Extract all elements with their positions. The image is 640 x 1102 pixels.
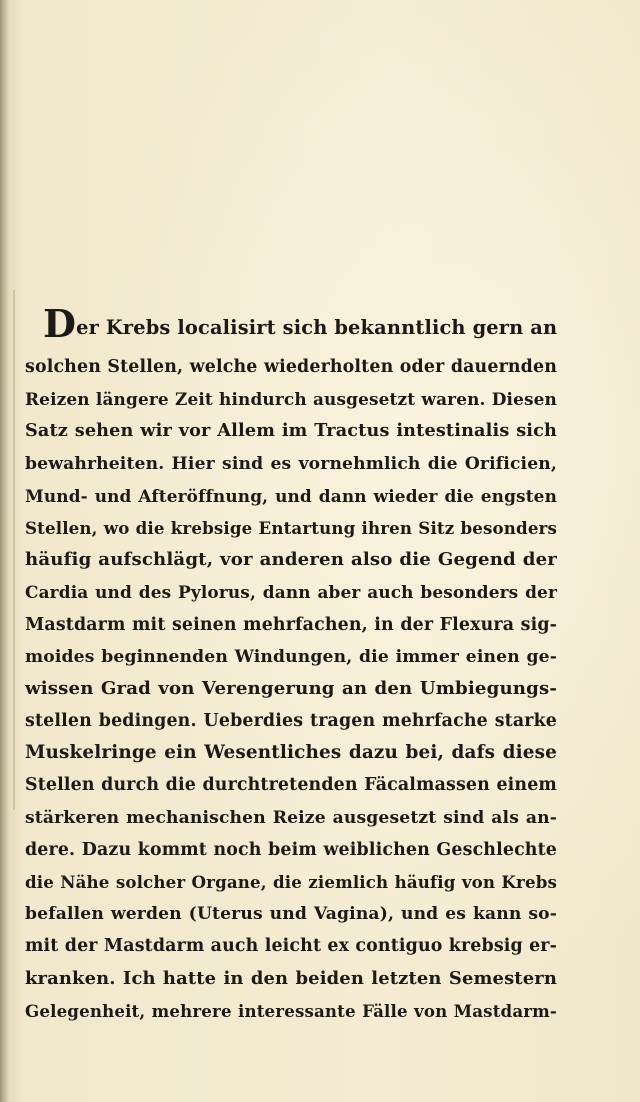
text-line: häufig aufschlägt, vor anderen also die Gegend der	[25, 549, 557, 571]
text-line: Gelegenheit, mehrere interessante Fälle von Mastdarm-	[25, 1000, 557, 1021]
text-line: moides beginnenden Windungen, die immer einen ge-	[25, 646, 557, 667]
text-line: kranken. Ich hatte in den beiden letzten Semestern	[25, 967, 557, 989]
text-line: Stellen durch die durchtretenden Fäcalmassen einem	[25, 775, 557, 796]
text-line: Stellen, wo die krebsige Entartung ihren Sitz besonders	[25, 517, 557, 538]
gutter-shadow-line	[13, 290, 15, 810]
text-line: Cardia und des Pylorus, dann aber auch besonders der	[25, 582, 557, 603]
first-line-text: er Krebs localisirt sich bekanntlich gern an	[76, 316, 558, 339]
body-text	[25, 301, 558, 1027]
text-line: dere. Dazu kommt noch beim weiblichen Geschlechte	[25, 839, 557, 860]
text-line: wissen Grad von Verengerung an den Umbiegungs-	[25, 677, 557, 699]
drop-cap: D	[43, 301, 77, 346]
text-line: Mastdarm mit seinen mehrfachen, in der Flexura sig-	[25, 614, 557, 635]
text-line: Reizen längere Zeit hindurch ausgesetzt waren. Diesen	[25, 389, 557, 410]
text-line: Mund- und Afteröffnung, und dann wieder die engsten	[25, 485, 557, 506]
book-gutter-edge	[0, 0, 8, 1102]
text-line: Satz sehen wir vor Allem im Tractus intestinalis sich	[25, 420, 557, 442]
text-line: stellen bedingen. Ueberdies tragen mehrfache starke	[25, 711, 557, 732]
paragraph-first-line	[25, 301, 558, 351]
text-line: bewahrheiten. Hier sind es vornehmlich die Orificien,	[25, 453, 557, 474]
text-line: mit der Mastdarm auch leicht ex contiguo krebsig er-	[25, 936, 557, 957]
text-line: stärkeren mechanischen Reize ausgesetzt sind als an-	[25, 807, 557, 828]
text-line: die Nähe solcher Organe, die ziemlich häufig von Krebs	[25, 872, 557, 892]
text-line: Muskelringe ein Wesentliches dazu bei, dafs diese	[25, 742, 557, 764]
text-line: solchen Stellen, welche wiederholten oder dauernden	[25, 357, 557, 377]
text-line: befallen werden (Uterus und Vagina), und es kann so-	[25, 904, 557, 925]
